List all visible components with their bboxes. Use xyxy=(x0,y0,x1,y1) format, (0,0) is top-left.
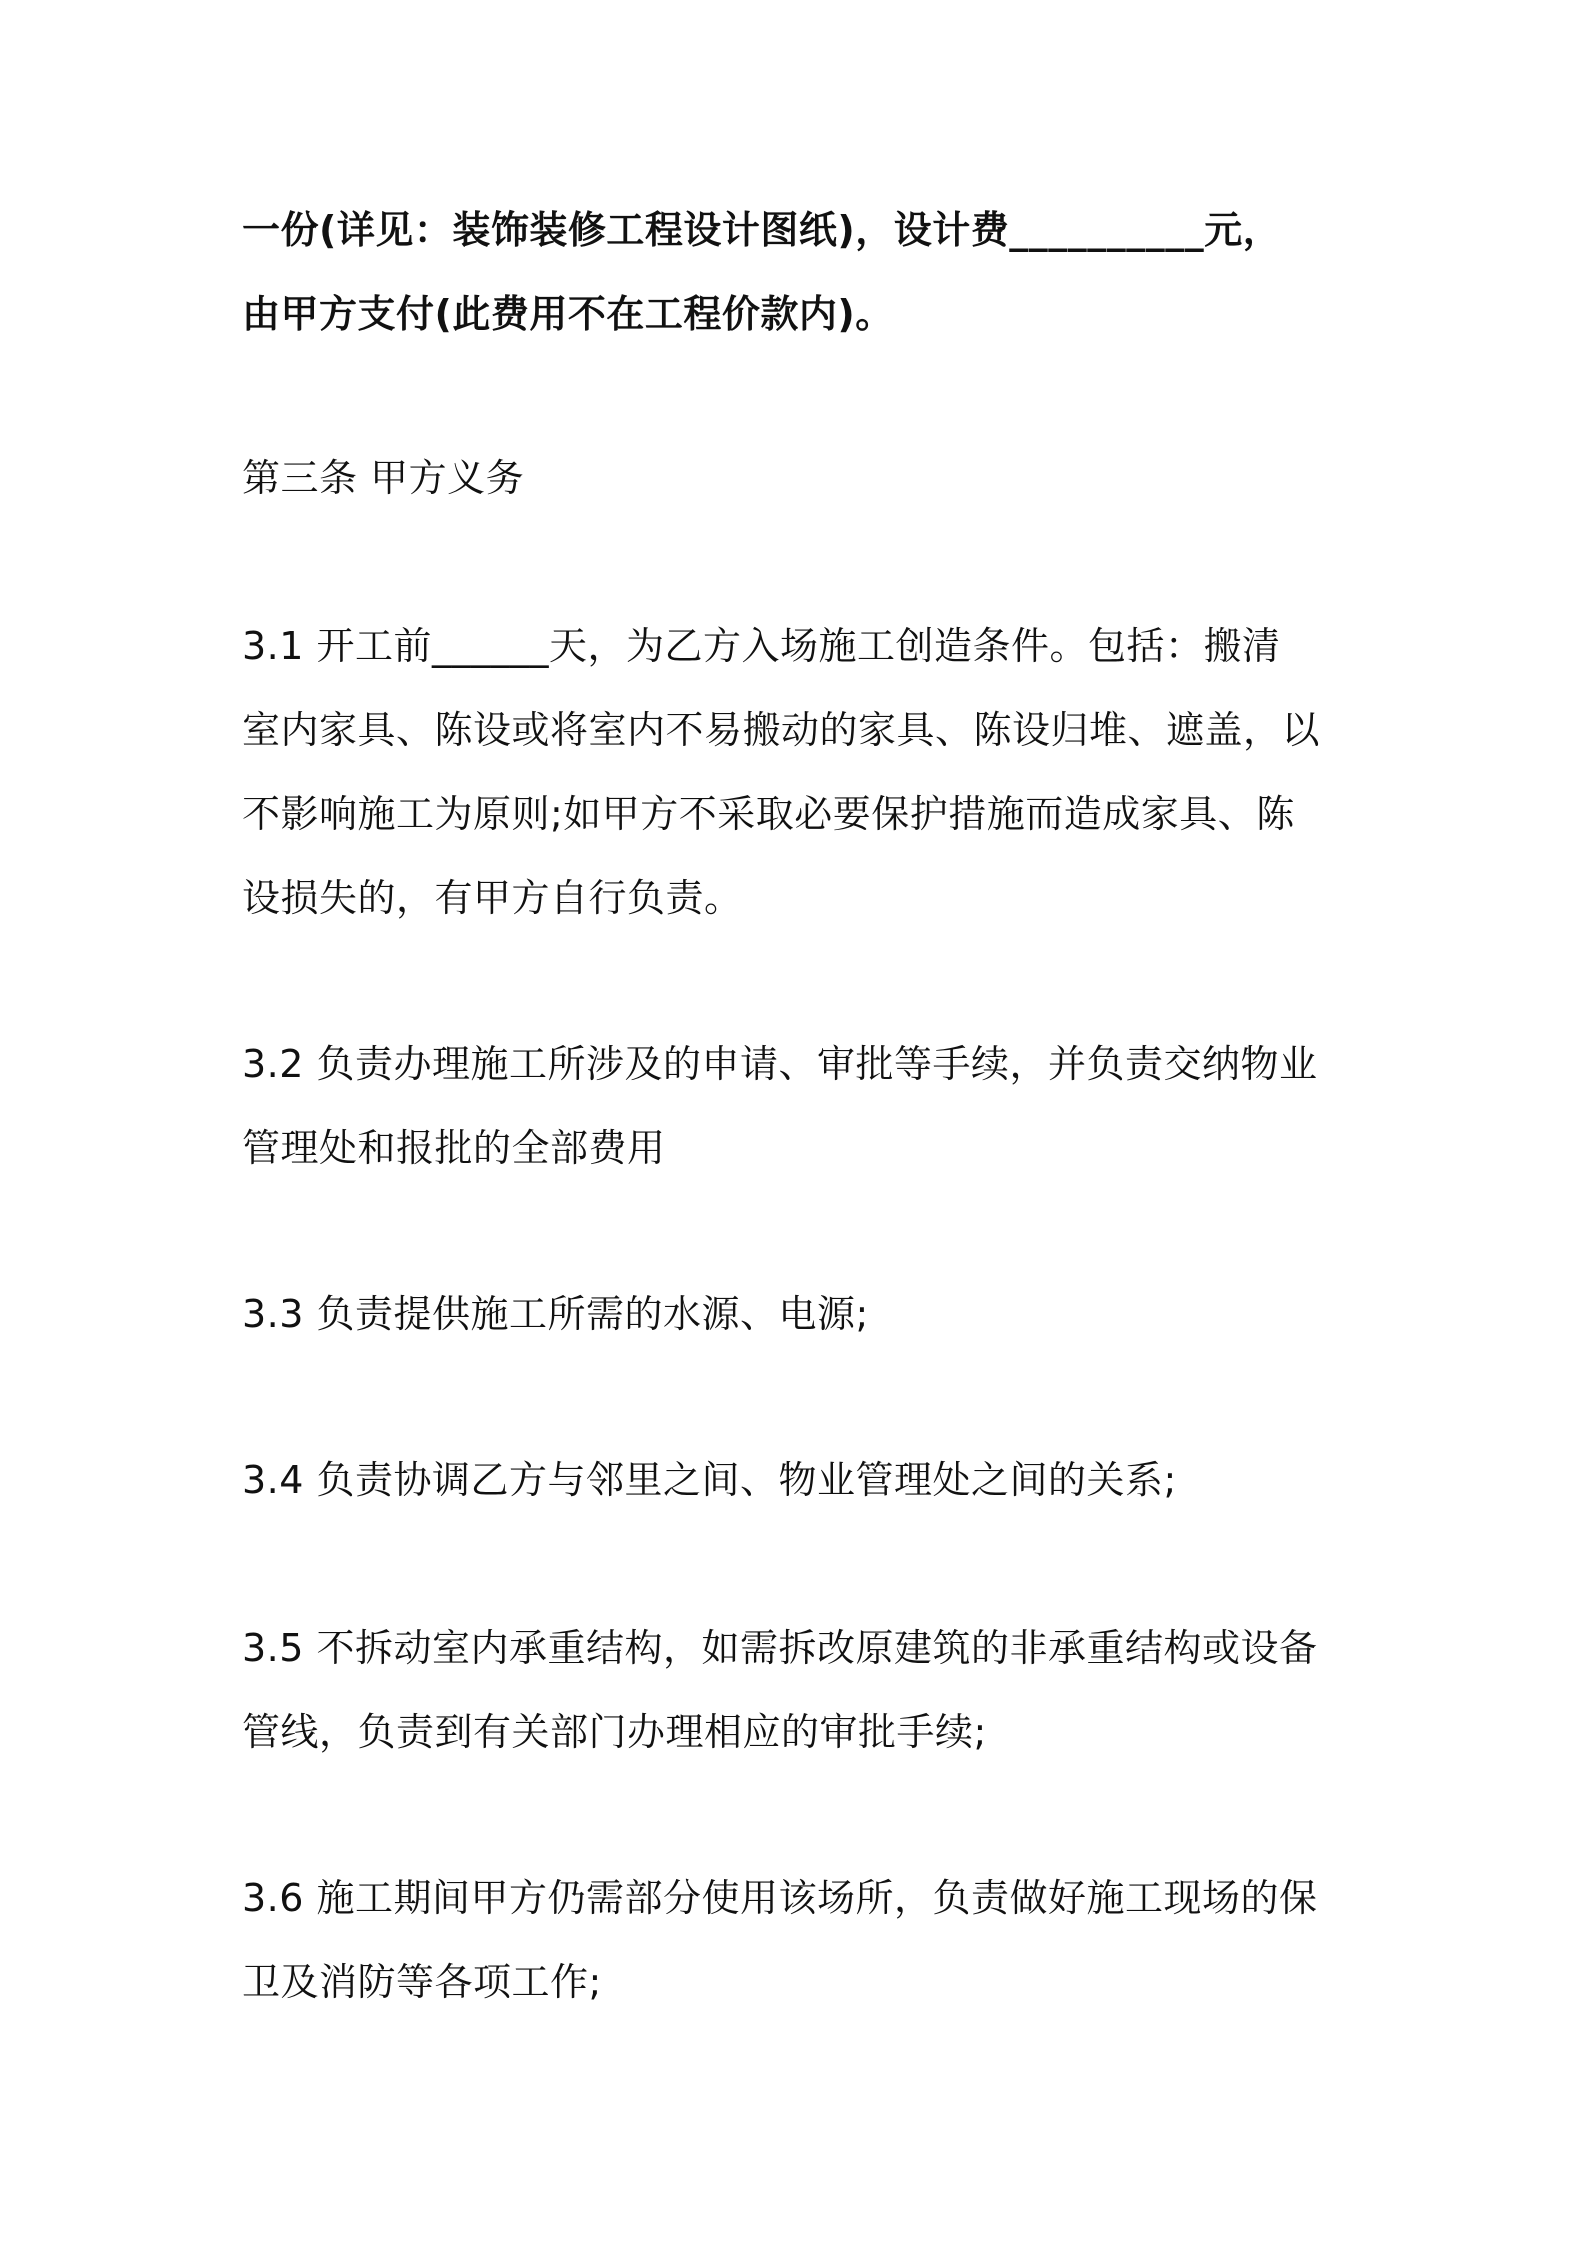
paragraph-line: 3.6 施工期间甲方仍需部分使用该场所，负责做好施工现场的保 xyxy=(242,1876,1318,1920)
paragraph-line: 3.5 不拆动室内承重结构，如需拆改原建筑的非承重结构或设备 xyxy=(242,1626,1318,1670)
paragraph-line: 一份(详见：装饰装修工程设计图纸)，设计费__________元， xyxy=(242,208,1282,252)
clause-3-1 xyxy=(242,604,1362,940)
clause-3-5 xyxy=(242,1606,1362,1774)
paragraph-line: 卫及消防等各项工作; xyxy=(242,1960,602,2004)
paragraph-line: 管线，负责到有关部门办理相应的审批手续; xyxy=(242,1710,987,1754)
clause-3-4 xyxy=(242,1438,1362,1522)
clause-3-3 xyxy=(242,1272,1362,1356)
clause-3-6 xyxy=(242,1856,1362,2024)
article-title xyxy=(242,436,1362,520)
paragraph-line: 3.4 负责协调乙方与邻里之间、物业管理处之间的关系; xyxy=(242,1458,1177,1502)
paragraph-line: 设损失的，有甲方自行负责。 xyxy=(242,876,743,920)
paragraph-line: 室内家具、陈设或将室内不易搬动的家具、陈设归堆、遮盖，以 xyxy=(242,708,1321,752)
paragraph-line: 3.3 负责提供施工所需的水源、电源; xyxy=(242,1292,869,1336)
paragraph-line: 3.2 负责办理施工所涉及的申请、审批等手续，并负责交纳物业 xyxy=(242,1042,1318,1086)
clause-3-2 xyxy=(242,1022,1362,1190)
paragraph-line: 3.1 开工前______天，为乙方入场施工创造条件。包括：搬清 xyxy=(242,624,1281,668)
paragraph-line: 由甲方支付(此费用不在工程价款内)。 xyxy=(242,292,894,336)
paragraph-design-fee xyxy=(242,188,1362,356)
article-title-text: 第三条 甲方义务 xyxy=(242,456,525,500)
paragraph-line: 不影响施工为原则;如甲方不采取必要保护措施而造成家具、陈 xyxy=(242,792,1295,836)
paragraph-line: 管理处和报批的全部费用 xyxy=(242,1126,666,1170)
